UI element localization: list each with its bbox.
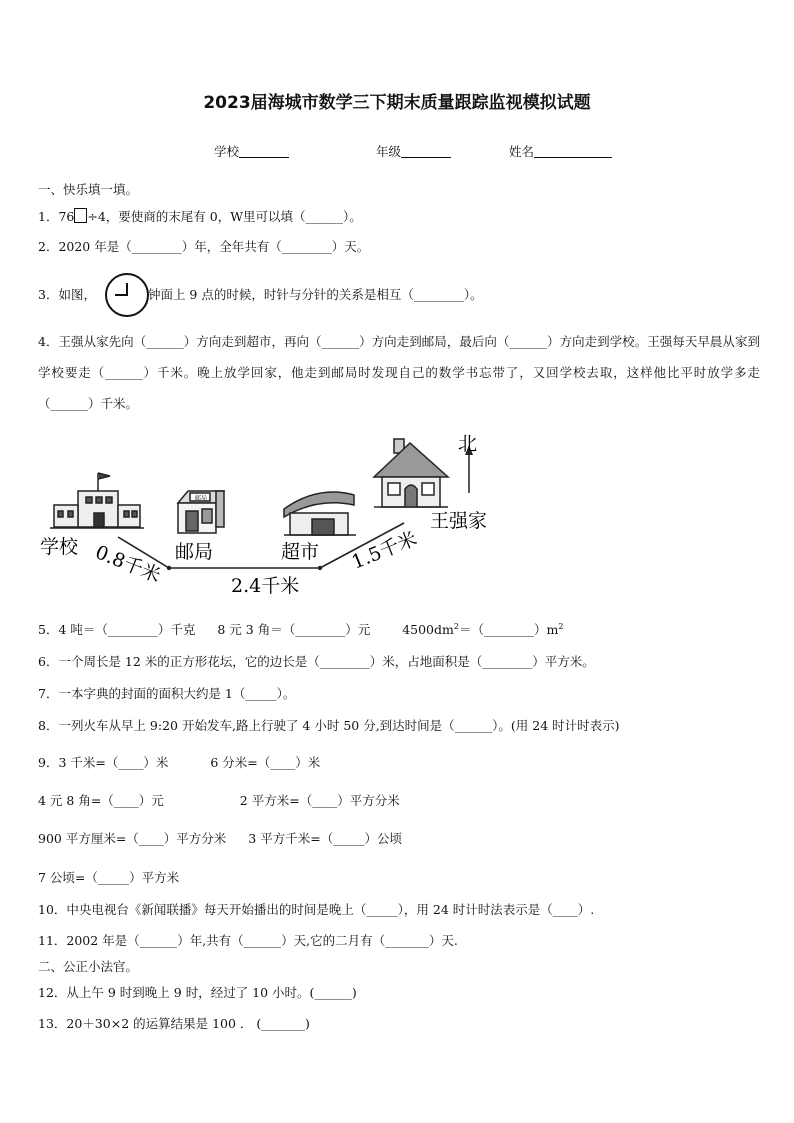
q9-part-b: 6 分米=（____）米 [210,755,321,770]
question-10: 10．中央电视台《新闻联播》每天开始播出的时间是晚上（_____），用 24 时计时法表示是（____）. [38,902,595,917]
q1-post: ÷4，要使商的末尾有 0，W里可以填（______）。 [87,209,362,224]
q5-sup2: 2 [558,622,564,631]
house-icon [374,439,448,507]
home-label: 王强家 [430,510,488,532]
school-label: 学校 [214,144,240,159]
q9b-part-a: 4 元 8 角=（____）元 [38,793,164,808]
q9b-part-b: 2 平方米=（____）平方分米 [239,793,400,808]
question-13: 13．20＋30×2 的运算结果是 100 ． (_______) [38,1016,310,1031]
grade-field [376,142,451,160]
q9-part-a: 9．3 千米=（____）米 [38,755,169,770]
page-title: 2023届海城市数学三下期末质量跟踪监视模拟试题 [203,93,591,113]
question-9-row2 [38,791,758,811]
q1-pre: 76 [58,209,75,224]
name-label: 姓名 [509,144,535,159]
post-sign-text: 邮局 [195,495,208,502]
post-office-point [167,566,171,570]
school-building-icon [50,473,144,528]
q9c-part-a: 900 平方厘米=（____）平方分米 [38,831,227,846]
section-one-heading: 一、快乐填一填。 [38,182,139,197]
question-11: 11．2002 年是（______）年,共有（______）天,它的二月有（_______）天. [38,933,458,948]
question-5 [38,617,758,640]
q5-part-c-post: ＝（________）m [458,622,559,638]
q5-part-b: 8 元 3 角＝（________）元 [217,622,371,638]
q5-part-a: 5．4 吨＝（________）千克 [38,622,196,638]
question-9 [38,753,758,773]
question-8: 8．一列火车从早上 9:20 开始发车,路上行驶了 4 小时 50 分,到达时间是（______）。(用 24 时计时表示) [38,718,620,733]
supermarket-icon [284,492,356,535]
grade-blank[interactable] [401,143,451,158]
q3-post: 钟面上 9 点的时候，时针与分针的关系是相互（________）。 [147,287,483,302]
q3-pre: 3．如图， [38,287,96,302]
supermarket-label: 超市 [281,541,320,563]
name-blank[interactable] [534,143,612,158]
question-4: 4．王强从家先向（______）方向走到超市，再向（______）方向走到邮局，最后向（______）方向走到学校。王强每天早晨从家到学校要走（______）千米。晚上放学回家，他走到邮局时发现自己的数学书忘带了，又回学校去取，这样他比平时放学多走（______）千米。 [38,334,760,411]
q5-part-c: 4500dm [402,622,454,638]
clock-icon [105,273,149,317]
question-12: 12．从上午 9 时到晚上 9 时，经过了 10 小时。(______) [38,985,357,1000]
school-blank[interactable] [239,143,289,158]
question-7: 7．一本字典的封面的面积大约是 1（_____）。 [38,686,296,701]
q5-sup: 2 [453,622,459,631]
blank-box-icon[interactable] [74,208,87,223]
question-9-row3 [38,829,758,849]
dist-post-market: 2.4千米 [231,575,300,597]
question-2: 2．2020 年是（________）年，全年共有（________）天。 [38,239,370,254]
post-office-label: 邮局 [175,541,214,563]
dist-school-post: 0.8千米 [92,541,164,588]
q9c-part-b: 3 平方千米=（_____）公顷 [248,831,402,846]
route-map [38,425,538,600]
dist-market-home: 1.5千米 [348,527,421,574]
north-label: 北 [458,433,478,455]
q1-number: 1． [38,209,59,224]
supermarket-point [318,566,322,570]
question-6: 6．一个周长是 12 米的正方形花坛，它的边长是（________）米，占地面积是（________）平方米。 [38,654,595,669]
question-9-row4: 7 公顷=（_____）平方米 [38,870,180,885]
school-label: 学校 [40,536,79,558]
grade-label: 年级 [376,144,402,159]
question-1 [38,207,758,227]
section-two-heading: 二、公正小法官。 [38,959,139,974]
school-field [214,142,289,160]
name-field [509,142,612,160]
